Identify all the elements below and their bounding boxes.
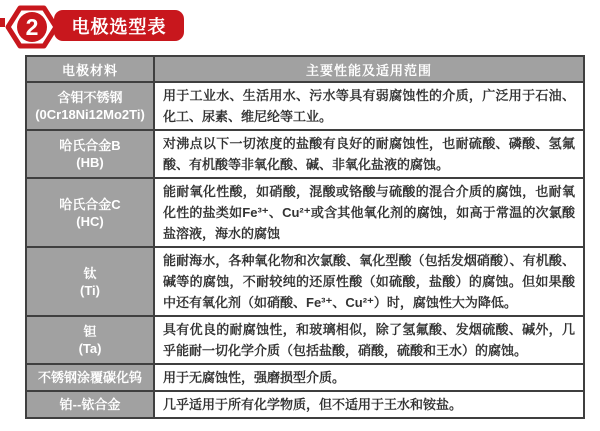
material-line: (HC) — [76, 213, 104, 229]
column-header-performance: 主要性能及适用范围 — [154, 56, 584, 82]
description-cell: 几乎适用于所有化学物质，但不适用于王水和铵盐。 — [154, 391, 584, 418]
table-row — [26, 316, 584, 364]
table-row — [26, 364, 584, 391]
material-line: (Ta) — [78, 341, 102, 356]
material-line: (HB) — [76, 155, 104, 170]
page-title: 电极选型表 — [71, 16, 167, 37]
table-row — [26, 82, 584, 130]
electrode-selection-table — [25, 55, 585, 419]
material-line: 钽 — [83, 324, 97, 339]
table-row — [26, 247, 584, 316]
material-line: 钛 — [83, 265, 97, 281]
badge-number: 2 — [25, 14, 39, 40]
material-cell — [26, 130, 154, 178]
table-row — [26, 130, 584, 178]
description-cell: 能耐海水，各种氧化物和次氯酸、氧化型酸（包括发烟硝酸）、有机酸、碱等的腐蚀，不耐较纯的还原性酸（如硫酸，盐酸）的腐蚀。但如果酸中还有氧化剂（如硝酸、Fe³⁺、Cu²⁺）时，腐蚀性大为降低。 — [154, 247, 584, 316]
material-line: 哈氏合金B — [59, 138, 121, 153]
description-cell: 具有优良的耐腐蚀性，和玻璃相似，除了氢氟酸、发烟硫酸、碱外，几乎能耐一切化学介质（包括盐酸，硝酸，硫酸和王水）的腐蚀。 — [154, 316, 584, 364]
material-cell — [26, 364, 154, 391]
material-cell — [26, 82, 154, 130]
description-cell: 对沸点以下一切浓度的盐酸有良好的耐腐蚀性，也耐硫酸、磷酸、氢氟酸、有机酸等非氧化酸、碱、非氧化盐液的腐蚀。 — [154, 130, 584, 178]
hexagon-number-badge — [5, 2, 59, 52]
material-line: 铂--铱合金 — [59, 397, 121, 412]
material-cell — [26, 247, 154, 316]
material-line: 含钼不锈钢 — [57, 90, 123, 105]
material-line: 哈氏合金C — [59, 196, 121, 212]
table-row — [26, 178, 584, 247]
material-cell — [26, 391, 154, 418]
table-row — [26, 391, 584, 418]
description-cell: 能耐氧化性酸，如硝酸，混酸或铬酸与硫酸的混合介质的腐蚀，也耐氧化性的盐类如Fe³⁺、Cu²⁺或含其他氧化剂的腐蚀，如高于常温的次氯酸盐溶液，海水的腐蚀 — [154, 178, 584, 247]
material-cell — [26, 316, 154, 364]
material-line: 不锈钢涂覆碳化钨 — [37, 370, 142, 385]
material-line: (0Cr18Ni12Mo2Ti) — [35, 107, 145, 122]
title-banner — [54, 10, 184, 41]
description-cell: 用于工业水、生活用水、污水等具有弱腐蚀性的介质，广泛用于石油、化工、尿素、维尼纶等工业。 — [154, 82, 584, 130]
page-header — [0, 0, 600, 55]
table-header-row — [26, 56, 584, 82]
material-line: (Ti) — [80, 282, 100, 298]
material-cell — [26, 178, 154, 247]
table-body — [26, 82, 584, 418]
description-cell: 用于无腐蚀性，强磨损型介质。 — [154, 364, 584, 391]
column-header-material: 电极材料 — [26, 56, 154, 82]
